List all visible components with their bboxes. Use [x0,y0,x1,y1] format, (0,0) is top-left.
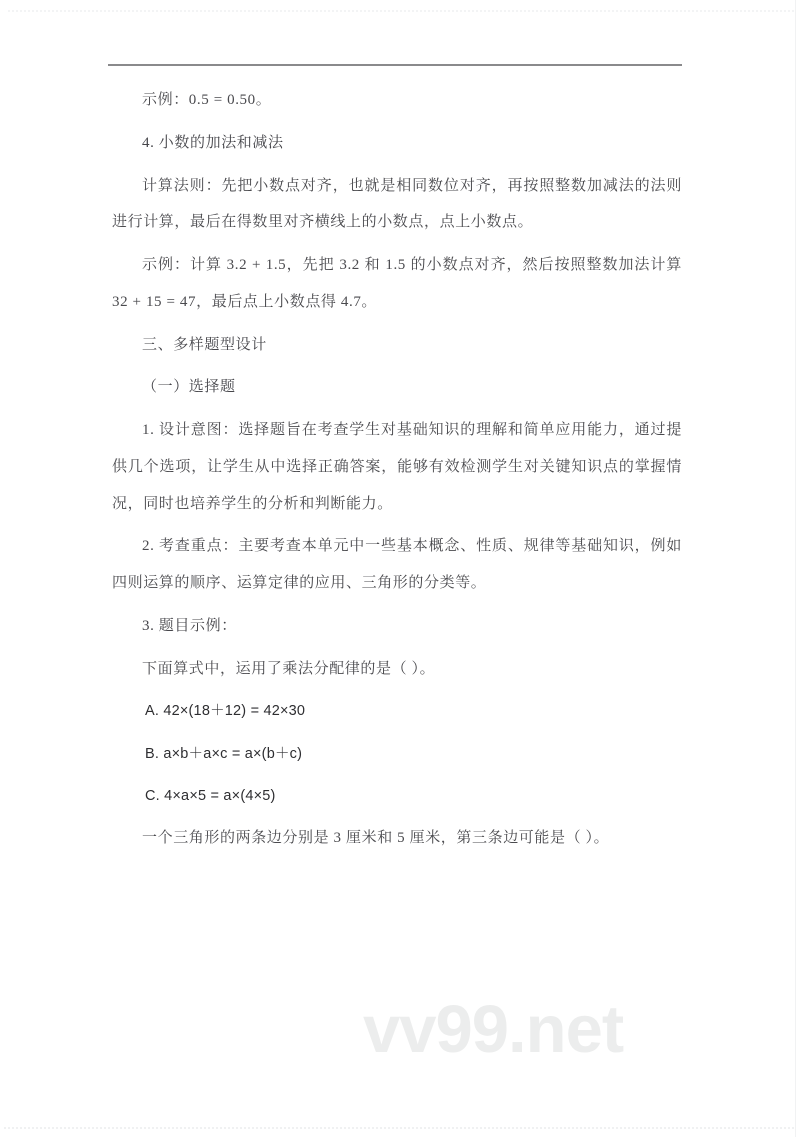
page-edge-right-divider [795,0,796,1137]
question-1-option-c: C. 4×a×5 = a×(4×5) [145,787,276,804]
exam-focus: 2. 考查重点：主要考查本单元中一些基本概念、性质、规律等基础知识，例如四则运算的顺序、运算定律的应用、三角形的分类等。 [112,538,682,591]
document-body [112,82,682,863]
heading-subsection-one: （一）选择题 [142,379,236,396]
heading-4-decimal-add-subtract: 4. 小数的加法和减法 [142,134,284,151]
page-edge-top-divider [8,10,794,12]
question-1-option-b: B. a×b＋a×c = a×(b＋c) [145,745,303,762]
example-calc: 示例：计算 3.2 + 1.5，先把 3.2 和 1.5 的小数点对齐，然后按照整数加法计算 32 + 15 = 47，最后点上小数点得 4.7。 [112,257,682,310]
question-1-stem: 下面算式中，运用了乘法分配律的是（ ）。 [142,660,436,677]
question-2-stem: 一个三角形的两条边分别是 3 厘米和 5 厘米，第三条边可能是（ ）。 [142,830,610,846]
question-1-option-a: A. 42×(18＋12) = 42×30 [145,703,306,720]
heading-section-three: 三、多样题型设计 [142,336,267,353]
page-edge-bottom-divider [4,1127,794,1129]
example-decimal-equality: 示例：0.5 = 0.50。 [142,92,272,108]
design-intent: 1. 设计意图：选择题旨在考查学生对基础知识的理解和简单应用能力，通过提供几个选项，让学生从中选择正确答案，能够有效检测学生对关键知识点的掌握情况，同时也培养学生的分析和判断能力。 [112,422,682,512]
header-horizontal-rule [108,64,682,66]
heading-question-examples: 3. 题目示例： [142,617,237,634]
watermark: vv99.net [363,992,624,1067]
calc-rule: 计算法则：先把小数点对齐，也就是相同数位对齐，再按照整数加减法的法则进行计算，最后在得数里对齐横线上的小数点，点上小数点。 [112,177,682,231]
